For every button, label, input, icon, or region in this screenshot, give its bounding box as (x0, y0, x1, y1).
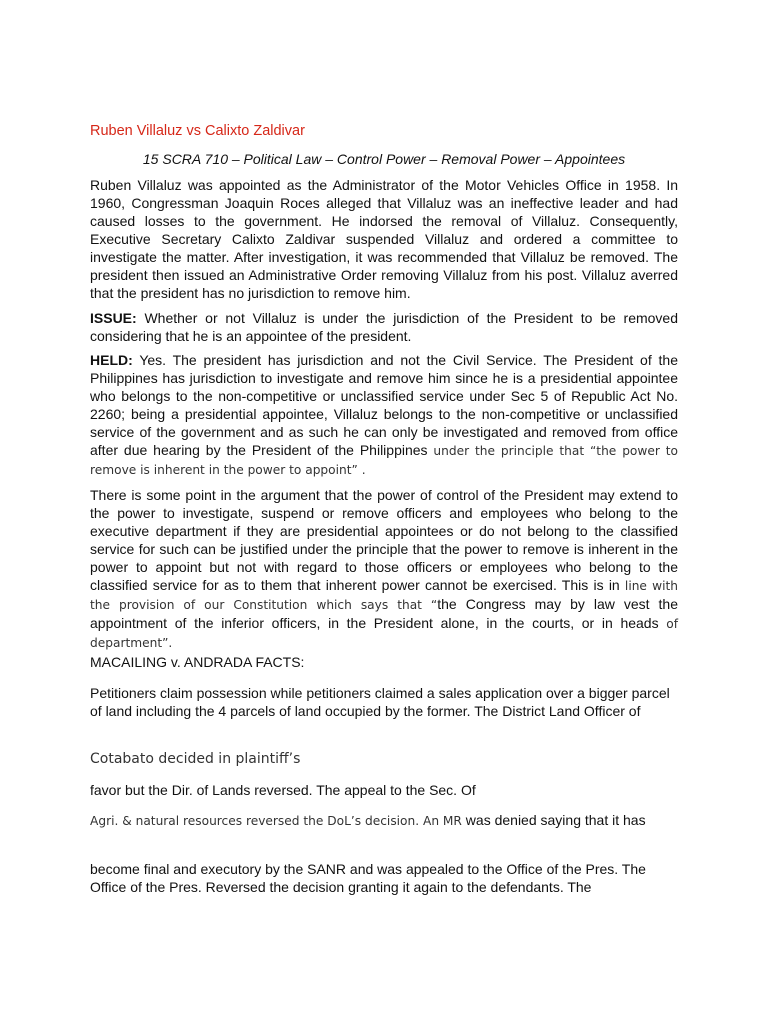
held-text: Yes. The president has jurisdiction and not the Civil Service. The President of the Philippines has jurisdiction to investigate and remove him since he is a presidential appointee who belongs to the non-competitive or unclassified service under Sec 5 of Republic Act No. 2260; being a presidential appointee, Villaluz belongs to the non-competitive or unclassified service of the government and as such he can only be investigated and removed from office after due hearing by the President of the Philippines (90, 352, 678, 458)
constitution-quote-end: of department”. (90, 617, 678, 650)
macailing-heading: MACAILING v. ANDRADA FACTS: (90, 654, 305, 670)
held-paragraph (90, 351, 678, 479)
document-page (90, 0, 678, 1024)
cotabato-line: Cotabato decided in plaintiff’s (90, 751, 301, 767)
issue-label: ISSUE: (90, 310, 137, 326)
constitution-intro: line with the provision of our Constitution which says that “ (90, 579, 678, 612)
macailing-facts-paragraph: Petitioners claim possession while petitioners claimed a sales application over a bigger parcel of land including the 4 parcels of land occupied by the former. The District Land Officer of (90, 685, 670, 719)
issue-paragraph (90, 309, 678, 345)
agri-rest: was denied saying that it has (461, 812, 646, 828)
agri-text: Agri. & natural resources reversed the DoL’s decision. An MR (90, 814, 462, 828)
control-power-paragraph (90, 486, 678, 652)
case-title: Ruben Villaluz vs Calixto Zaldivar (90, 123, 305, 139)
agri-paragraph (90, 811, 678, 830)
facts-paragraph: Ruben Villaluz was appointed as the Administrator of the Motor Vehicles Office in 1958. In 1960, Congressman Joaquin Roces alleged that Villaluz was an ineffective leader and had caused losses to the government. He indorsed the removal of Villaluz. Consequently, Executive Secretary Calixto Zaldivar suspended Villaluz and ordered a committee to investigate the matter. After investigation, it was recommended that Villaluz be removed. The president then issued an Administrative Order removing Villaluz from his post. Villaluz averred that the president has no jurisdiction to remove him. (90, 177, 678, 301)
final-paragraph: become final and executory by the SANR and was appealed to the Office of the Pres. The Office of the Pres. Reversed the decision granting it again to the defendants. The (90, 861, 646, 895)
case-citation: 15 SCRA 710 – Political Law – Control Power – Removal Power – Appointees (142, 151, 626, 167)
favor-line: favor but the Dir. of Lands reversed. The appeal to the Sec. Of (90, 782, 476, 798)
issue-text: Whether or not Villaluz is under the jurisdiction of the President to be removed considering that he is an appointee of the president. (90, 310, 678, 344)
constitution-quote: the Congress may by law vest the appointment of the inferior officers, in the President alone, in the courts, or in heads (90, 596, 678, 631)
control-text: There is some point in the argument that the power of control of the President may extend to the power to investigate, suspend or remove officers and employees who belong to the executive department if they are presidential appointees or do not belong to the classified service for such can be justified under the principle that the power to remove is inherent in the power to appoint but not with regard to those officers or employees who belong to the classified service for as to them that inherent power cannot be exercised. This is in (90, 487, 678, 593)
held-label: HELD: (90, 352, 133, 368)
held-principle: under the principle that “the power to remove is inherent in the power to appoint” . (90, 444, 678, 477)
